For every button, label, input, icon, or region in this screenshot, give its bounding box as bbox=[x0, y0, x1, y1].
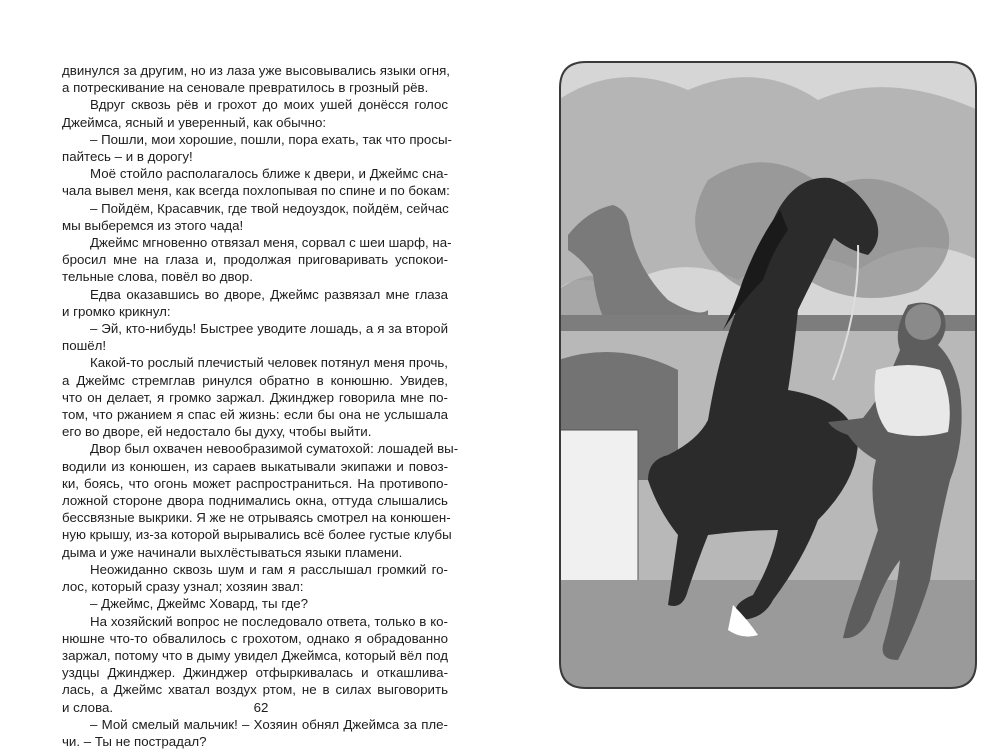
text-line: уздцы Джинджер. Джинджер отфыркивалась и откашлива- bbox=[62, 665, 448, 681]
text-line: Неожиданно сквозь шум и гам я расслышал громкий го- bbox=[90, 561, 448, 577]
page-number: 62 bbox=[253, 700, 269, 715]
text-line: Какой-то рослый плечистый человек потянул меня прочь, bbox=[90, 355, 448, 371]
text-line: тельные слова, повёл во двор. bbox=[62, 269, 253, 285]
text-line: – Джеймс, Джеймс Ховард, ты где? bbox=[90, 596, 309, 612]
text-line: – Пошли, мои хорошие, пошли, пора ехать, так что просы- bbox=[90, 131, 452, 147]
text-line: На хозяйский вопрос не последовало ответа, только в ко- bbox=[90, 613, 448, 629]
text-line: заржал, потому что в дыму увидел Джеймса, который вёл под bbox=[62, 647, 448, 663]
text-line: лос, который сразу узнал; хозяин звал: bbox=[62, 579, 304, 595]
text-line: и слова. bbox=[62, 699, 114, 715]
text-line: а потрескивание на сеновале превратилось в грозный рёв. bbox=[62, 80, 429, 96]
text-line: мы выберемся из этого чада! bbox=[62, 217, 244, 233]
text-line: двинулся за другим, но из лаза уже высовывались языки огня, bbox=[62, 63, 450, 78]
text-line: – Эй, кто-нибудь! Быстрее уводите лошадь, а я за второй bbox=[90, 321, 448, 337]
text-line: Двор был охвачен невообразимой суматохой: лошадей вы- bbox=[90, 441, 459, 457]
text-line: лась, а Джеймс хватал воздух ртом, не в силах выговорить bbox=[62, 682, 448, 698]
text-line: и громко крикнул: bbox=[62, 303, 171, 319]
text-line: бессвязные выкрики. Я же не отрываясь смотрел на конюшен- bbox=[62, 510, 451, 526]
text-line: чала вывел меня, как всегда похлопывая по спине и по бокам: bbox=[62, 183, 450, 199]
text-line: Моё стойло располагалось ближе к двери, и Джеймс сна- bbox=[90, 166, 448, 182]
text-line: Джеймса, ясный и уверенный, как обычно: bbox=[62, 114, 327, 130]
groom-head bbox=[905, 304, 941, 340]
text-line: его во дворе, ей недостало бы духу, чтобы выйти. bbox=[62, 424, 372, 440]
text-line: водили из конюшен, из сараев выкатывали экипажи и повоз- bbox=[62, 458, 448, 474]
text-line: Джеймс мгновенно отвязал меня, сорвал с шеи шарф, на- bbox=[90, 235, 452, 251]
text-line: – Пойдём, Красавчик, где твой недоуздок, пойдём, сейчас bbox=[90, 200, 449, 216]
text-line: нюшне что-то обвалилось с грохотом, однако я обрадованно bbox=[62, 630, 448, 646]
text-line: ки, боясь, что огонь может распространиться. На противопо- bbox=[62, 475, 448, 491]
text-line: ную крышу, из-за которой вырывались всё более густые клубы bbox=[62, 527, 452, 543]
groom-shirt bbox=[875, 365, 950, 436]
text-line: Вдруг сквозь рёв и грохот до моих ушей донёсся голос bbox=[90, 97, 448, 113]
text-line: пайтесь – и в дорогу! bbox=[62, 149, 193, 165]
text-line: – Мой смелый мальчик! – Хозяин обнял Джеймса за пле- bbox=[90, 716, 448, 732]
text-line: Едва оказавшись во дворе, Джеймс развязал мне глаза bbox=[90, 286, 448, 302]
text-line: чи. – Ты не пострадал? bbox=[62, 733, 207, 749]
text-line: пошёл! bbox=[62, 338, 107, 354]
text-line: ложной стороне двора поднимались окна, оттуда слышались bbox=[62, 493, 448, 509]
illustration bbox=[558, 60, 978, 690]
text-line: что он делает, я громко заржал. Джинджер говорила мне по- bbox=[62, 389, 448, 405]
text-line: том, что ржанием я спас ей жизнь: если бы она не услышала bbox=[62, 407, 448, 423]
text-line: а Джеймс стремглав ринулся обратно в конюшню. Увидев, bbox=[62, 372, 448, 388]
text-line: дыма и уже начинали выхлёстываться языки пламени. bbox=[62, 544, 403, 560]
text-line: бросил мне на глаза и, продолжая приговаривать успокои- bbox=[62, 252, 448, 268]
text-column bbox=[62, 62, 459, 750]
